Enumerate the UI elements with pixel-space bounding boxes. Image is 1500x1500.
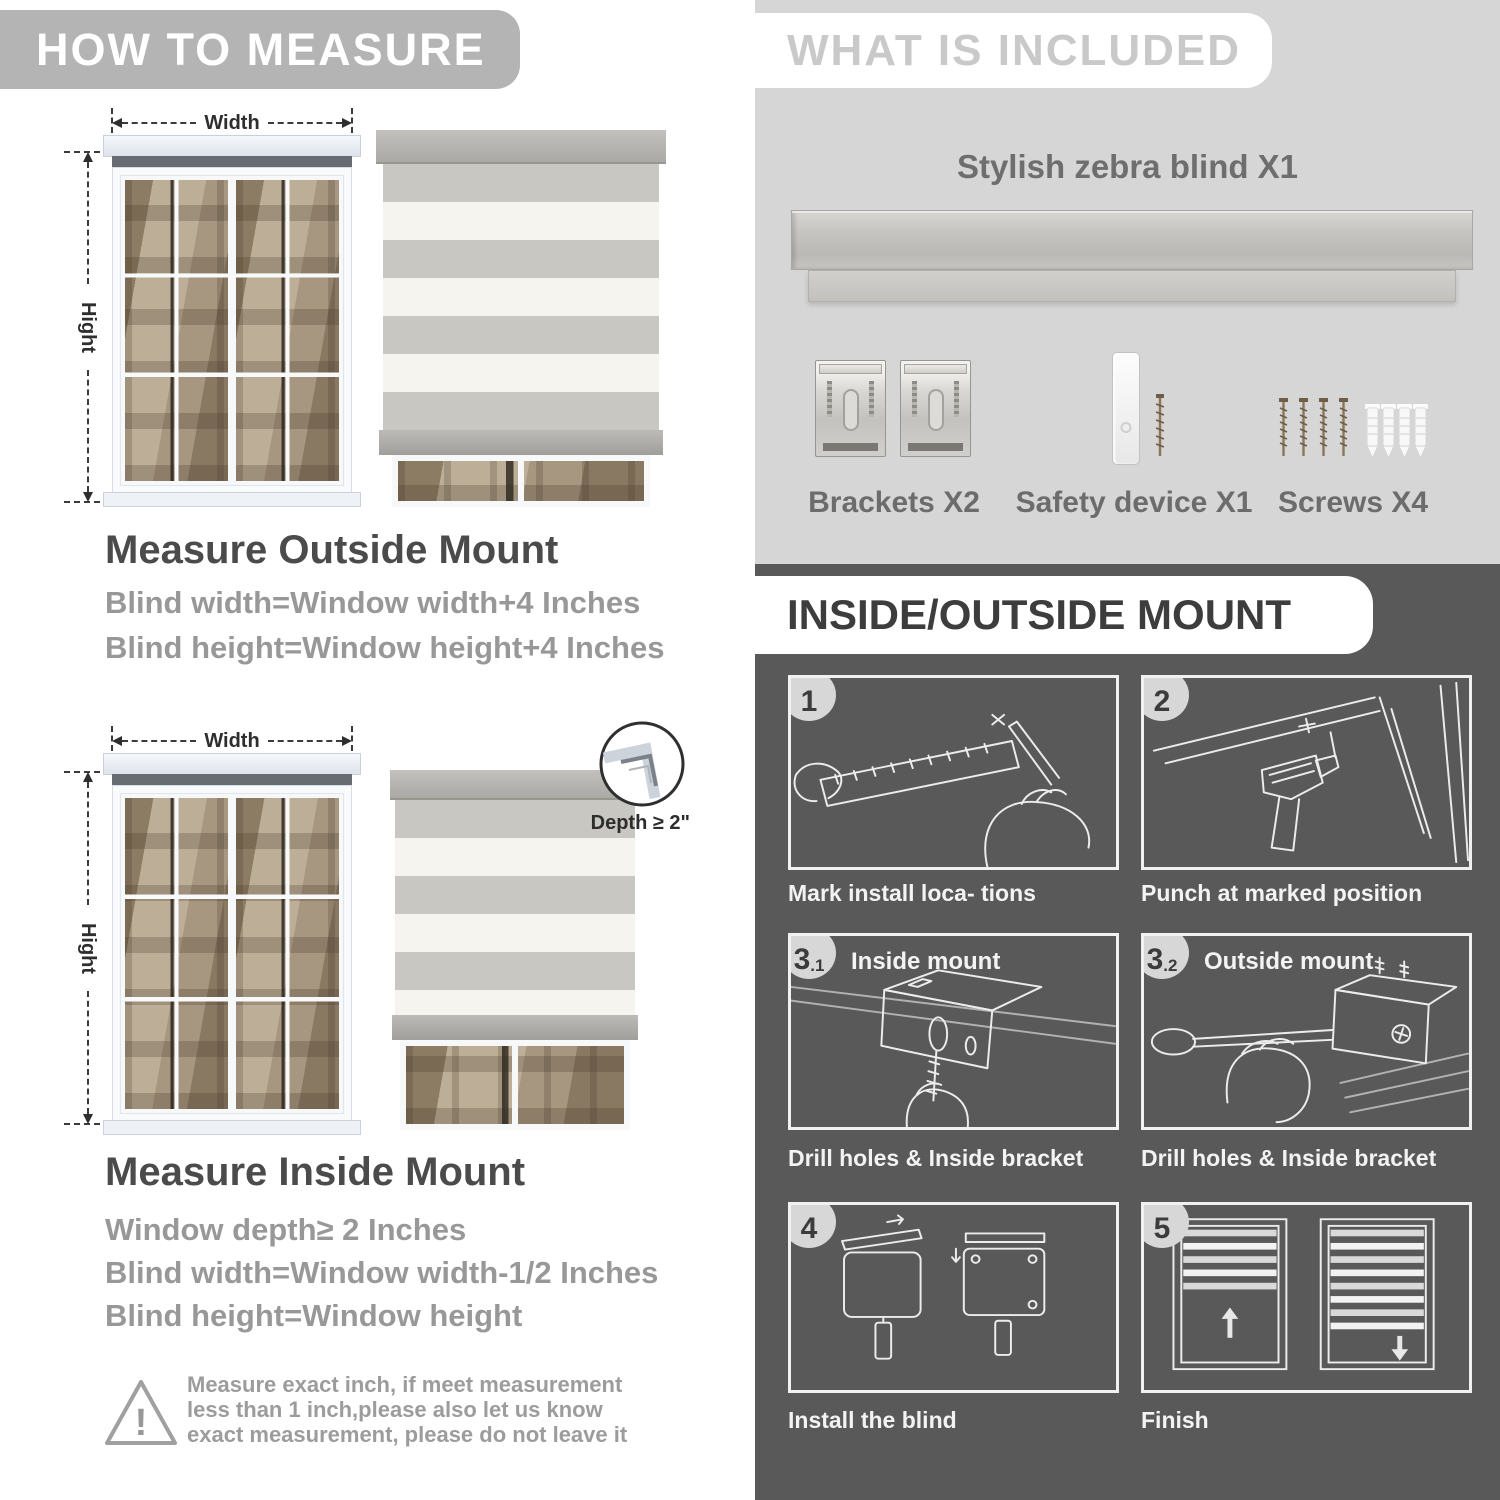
step-2-caption: Punch at marked position: [1141, 880, 1423, 906]
window-sill-bottom: [103, 1120, 361, 1135]
window-illustration-inside: [112, 753, 352, 1135]
height-arrow-outside: [77, 152, 100, 502]
window-panes: [236, 180, 339, 481]
screws-label: Screws X4: [1277, 486, 1429, 519]
dashed-line: [87, 991, 89, 1114]
width-label: Width: [204, 112, 260, 134]
outside-mount-lines: [105, 580, 664, 670]
step-3-1-box: [788, 933, 1119, 1130]
inside-mount-heading: Measure Inside Mount: [105, 1150, 526, 1194]
outside-rule-1: Blind width=Window width+4 Inches: [105, 585, 641, 620]
arrowhead-up-icon: [83, 772, 93, 782]
height-label: Hight: [77, 922, 100, 974]
outside-rule-2: Blind height=Window height+4 Inches: [105, 630, 665, 665]
bracket-image: [900, 360, 971, 457]
warning-text: Measure exact inch, if meet measurement less than 1 inch,please also let us know exact measurement, please do not leave it: [187, 1372, 628, 1447]
window-frame: [112, 785, 352, 1122]
step-4-box: [788, 1202, 1119, 1393]
inside-outside-mount-banner: [755, 576, 1373, 654]
inside-outside-mount-title: INSIDE/OUTSIDE MOUNT: [787, 591, 1292, 638]
depth-detail-circle: [598, 720, 686, 808]
window-illustration-outside: [112, 135, 352, 507]
height-label: Hight: [77, 301, 100, 353]
dashed-line: [268, 122, 342, 124]
bracket-screw: [869, 381, 874, 417]
dashed-line: [268, 740, 342, 742]
brackets-label: Brackets X2: [808, 486, 980, 519]
depth-detail-zoom-icon: [598, 720, 686, 808]
how-to-measure-banner: [0, 10, 520, 89]
step-4-badge: 4: [788, 1202, 836, 1248]
width-arrow-inside: [112, 730, 352, 752]
width-label: Width: [204, 730, 260, 752]
step1-illustration: [791, 678, 1116, 867]
safety-device-image: [1112, 352, 1140, 465]
arrowhead-left-icon: [112, 118, 122, 128]
product-label: Stylish zebra blind X1: [956, 148, 1299, 185]
included-panel: [755, 0, 1500, 564]
window-door: [232, 176, 343, 485]
inside-rule-2: Blind width=Window width-1/2 Inches: [105, 1255, 659, 1290]
inside-mount-lines: [105, 1208, 658, 1337]
step-5-badge: 5: [1141, 1202, 1189, 1248]
window-sill-top: [103, 135, 361, 157]
bracket-screw: [954, 381, 959, 417]
blind-fabric-image: [808, 270, 1456, 302]
safety-device-label: Safety device X1: [1015, 486, 1253, 519]
step-3-2-caption: Drill holes & Inside bracket: [1141, 1145, 1437, 1171]
bracket-slot: [928, 389, 944, 431]
step-5-caption: Finish: [1141, 1407, 1209, 1433]
svg-text:!: !: [134, 1402, 148, 1444]
bracket-clip: [819, 364, 882, 374]
bracket-slot: [843, 389, 859, 431]
outside-mount-heading: Measure Outside Mount: [105, 528, 559, 572]
step-5-box: [1141, 1202, 1472, 1393]
step-1-badge: 1: [788, 675, 836, 721]
blind-bottom-rail: [392, 1015, 638, 1040]
zebra-blind-illustration-outside: [376, 130, 666, 507]
inside-rule-3: Blind height=Window height: [105, 1298, 523, 1333]
arrowhead-up-icon: [83, 152, 93, 162]
bracket-base: [908, 443, 963, 451]
window-door: [121, 794, 232, 1113]
step-4-caption: Install the blind: [788, 1407, 957, 1433]
window-panes: [125, 180, 228, 481]
step-1-box: [788, 675, 1119, 870]
step4-illustration: [791, 1205, 1116, 1390]
screws-and-anchors-image: [1275, 398, 1435, 462]
step-3-2-badge: 3 .2: [1141, 933, 1189, 979]
window-sill-top: [103, 753, 361, 775]
step5-illustration: [1144, 1205, 1469, 1390]
inside-rule-1: Window depth≥ 2 Inches: [105, 1212, 467, 1247]
step-3-1-title: Inside mount: [851, 948, 1001, 975]
window-sill-bottom: [103, 492, 361, 507]
step-2-box: [1141, 675, 1472, 870]
mount-panel: [755, 564, 1500, 1500]
warning-icon: [102, 1376, 180, 1450]
window-door: [121, 176, 232, 485]
step-1-caption: Mark install loca- tions: [788, 880, 1036, 906]
bracket-image: [815, 360, 886, 457]
window-panes: [236, 798, 339, 1109]
dashed-line: [87, 162, 89, 284]
height-arrow-inside: [77, 772, 100, 1124]
arrowhead-left-icon: [112, 736, 122, 746]
safety-device-hole: [1121, 422, 1132, 433]
window-divider: [512, 1046, 518, 1124]
bracket-clip: [904, 364, 967, 374]
safety-screw-image: [1153, 394, 1167, 460]
step-2-badge: 2: [1141, 675, 1189, 721]
blind-bottom-rail: [379, 430, 663, 455]
window-door: [232, 794, 343, 1113]
window-frame: [112, 167, 352, 494]
dashed-line: [87, 370, 89, 492]
width-arrow-outside: [112, 112, 352, 134]
step-3-1-badge: 3 .1: [788, 933, 836, 979]
dashed-line: [122, 740, 196, 742]
bracket-screw: [827, 381, 832, 417]
window-track: [112, 774, 352, 785]
how-to-measure-title: HOW TO MEASURE: [36, 23, 486, 75]
depth-note: Depth ≥ 2": [590, 812, 690, 834]
window-divider: [518, 461, 524, 501]
step2-illustration: [1144, 678, 1469, 867]
blind-cassette-image: [791, 210, 1473, 270]
step-3-2-box: [1141, 933, 1472, 1130]
step-3-2-title: Outside mount: [1204, 948, 1374, 975]
blind-cassette: [376, 130, 666, 164]
dashed-line: [87, 782, 89, 905]
what-is-included-title: WHAT IS INCLUDED: [787, 25, 1242, 75]
bracket-base: [823, 443, 878, 451]
window-panes: [125, 798, 228, 1109]
window-track: [112, 156, 352, 167]
what-is-included-banner: [755, 13, 1272, 88]
blind-stripes: [383, 164, 659, 430]
window-below-blind: [400, 1040, 630, 1130]
dashed-line: [122, 122, 196, 124]
step-3-1-caption: Drill holes & Inside bracket: [788, 1145, 1084, 1171]
window-below-blind: [392, 455, 650, 507]
bracket-screw: [912, 381, 917, 417]
